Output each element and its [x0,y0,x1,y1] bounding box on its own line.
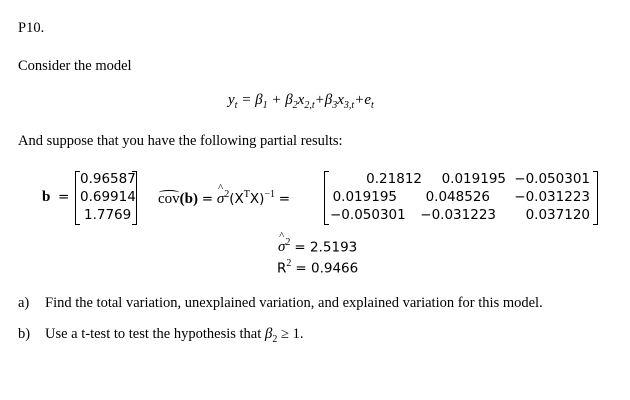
model-term-sub: 3 [332,100,338,111]
cov-cell: 0.21812 [366,171,422,187]
b-value: 0.69914 [80,189,136,205]
b-value: 1.7769 [84,207,132,223]
r2-power: 2 [286,258,292,269]
cov-row [330,170,590,188]
question-a-label: a) [18,295,30,311]
model-rhs [241,92,374,111]
cov-cell: 0.037120 [525,207,590,223]
cov-cell: −0.050301 [514,171,590,187]
cov-cell: −0.031223 [514,189,590,205]
b-vector-values [80,170,136,224]
model-lhs: y [228,92,235,108]
question-b-inequality: ≥ 1. [281,326,304,342]
xtx-open: (X [229,191,244,207]
cov-right-bracket [593,171,598,225]
cov-cell: 0.019195 [332,189,397,205]
cov-row [330,188,590,206]
sigma-hat: ^ σ [217,191,224,208]
model-term-sub: 2,t [304,100,315,111]
cov-equals-1: = [201,191,214,207]
cov-equals-2: = [278,191,291,207]
cov-left-bracket [324,171,329,225]
question-a [18,295,543,312]
question-b-text: Use a t-test to test the hypothesis that [45,326,262,342]
model-term: + [267,92,286,108]
cov-cell: −0.050301 [330,207,406,223]
sigma-power: 2 [224,189,230,200]
model-equation [228,92,374,111]
b-value: 0.96587 [80,171,136,187]
question-a-text: Find the total variation, unexplained variation, and explained variation for this model. [45,295,543,311]
model-term: + [354,92,365,108]
model-term-sub: t [370,100,374,111]
b-label: b [42,189,51,205]
sigma2-value: = 2.5193 [294,239,358,256]
model-term: + [314,92,325,108]
xtx-transpose: T [243,189,250,200]
model-term-sub: 2 [292,100,298,111]
cov-row [330,206,590,224]
partial-results-text: And suppose that you have the following partial results: [18,133,343,149]
cov-cell: −0.031223 [420,207,496,223]
intro-text: Consider the model [18,58,132,74]
model-term: x [337,92,344,108]
cov-matrix [330,170,590,224]
r2-symbol: R [277,260,287,277]
cov-arg: (b) [179,191,199,207]
sigma2-stat [278,237,357,256]
question-b-label: b) [18,326,31,342]
model-term-sub: 3,t [343,100,355,111]
cov-cell: 0.048526 [425,189,490,205]
model-lhs-sub: t [234,100,238,111]
model-term-sub: 1 [262,100,268,111]
model-term: β [255,92,263,108]
xtx-close: X) [249,191,265,207]
model-term: x [297,92,305,108]
cov-label [158,189,290,208]
sigma2-power: 2 [285,237,291,248]
model-term: β [324,92,333,108]
b-equals: = [58,189,70,205]
model-term: e [364,92,371,108]
sigma2-symbol: ^ σ [278,239,285,256]
cov-function: cov [158,191,180,207]
model-term: = [241,92,256,108]
r2-stat [277,258,358,277]
problem-label: P10. [18,20,45,36]
inverse-power: −1 [264,189,276,200]
r2-value: = 0.9466 [295,260,359,277]
cov-cell: 0.019195 [441,171,506,187]
question-b [18,326,303,345]
question-b-beta-sub: 2 [272,333,278,345]
model-term: β [285,92,293,108]
question-b-beta: β [264,326,273,342]
